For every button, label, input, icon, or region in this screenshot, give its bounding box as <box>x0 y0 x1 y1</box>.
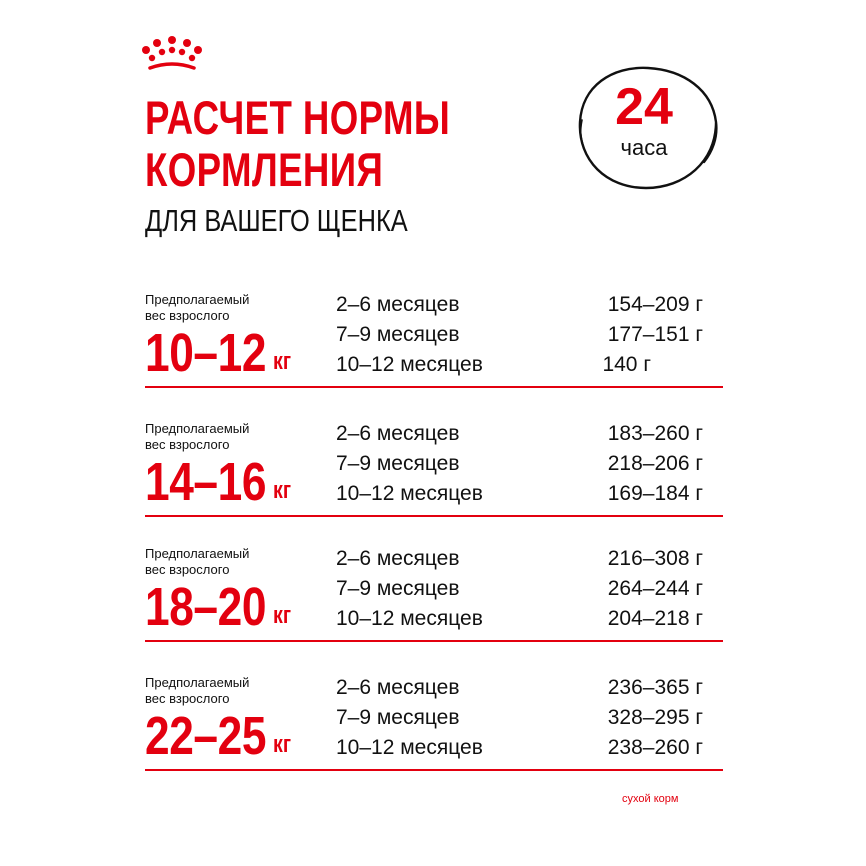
divider <box>145 640 723 642</box>
age-range: 7–9 месяцев <box>336 323 460 346</box>
feeding-row <box>336 419 703 449</box>
badge-number: 24 <box>615 78 673 136</box>
label-line-1: Предполагаемый <box>145 292 250 307</box>
weight-range <box>145 577 293 637</box>
weight-unit: кг <box>273 348 292 375</box>
feeding-rows <box>336 419 703 509</box>
crown-icon <box>140 36 204 74</box>
label-line-2: вес взрослого <box>145 308 230 323</box>
label-line-2: вес взрослого <box>145 437 230 452</box>
feeding-row <box>336 350 703 380</box>
label-line-2: вес взрослого <box>145 691 230 706</box>
weight-range <box>145 706 293 766</box>
feeding-row <box>336 544 703 574</box>
hours-badge <box>566 60 722 194</box>
food-amount: 216–308 г <box>607 547 703 570</box>
estimated-weight-label <box>145 546 249 578</box>
weight-range <box>145 323 293 383</box>
age-range: 2–6 месяцев <box>336 293 460 316</box>
age-range: 10–12 месяцев <box>336 482 483 505</box>
food-amount: 204–218 г <box>607 607 703 630</box>
food-amount: 236–365 г <box>607 676 703 699</box>
age-range: 2–6 месяцев <box>336 547 460 570</box>
divider <box>145 769 723 771</box>
feeding-rows <box>336 673 703 763</box>
weight-range-value: 22–25 <box>145 706 267 766</box>
weight-group <box>145 675 723 771</box>
age-range: 10–12 месяцев <box>336 353 483 376</box>
food-amount: 154–209 г <box>607 293 703 316</box>
food-amount: 169–184 г <box>607 482 703 505</box>
divider <box>145 515 723 517</box>
age-range: 7–9 месяцев <box>336 577 460 600</box>
title-line-1: РАСЧЕТ НОРМЫ <box>145 91 451 144</box>
page-title <box>145 92 450 196</box>
feeding-row <box>336 320 703 350</box>
label-line-1: Предполагаемый <box>145 421 250 436</box>
label-line-1: Предполагаемый <box>145 546 250 561</box>
feeding-row <box>336 449 703 479</box>
age-range: 2–6 месяцев <box>336 676 460 699</box>
feeding-row <box>336 604 703 634</box>
badge-unit: часа <box>620 135 668 160</box>
food-amount: 177–151 г <box>607 323 703 346</box>
age-range: 7–9 месяцев <box>336 706 460 729</box>
weight-range-value: 10–12 <box>145 323 267 383</box>
food-amount: 264–244 г <box>607 577 703 600</box>
estimated-weight-label <box>145 675 249 707</box>
estimated-weight-label <box>145 292 249 324</box>
weight-range <box>145 452 293 512</box>
food-amount: 183–260 г <box>607 422 703 445</box>
label-line-1: Предполагаемый <box>145 675 250 690</box>
feeding-row <box>336 479 703 509</box>
weight-range-value: 18–20 <box>145 577 267 637</box>
weight-range-value: 14–16 <box>145 452 267 512</box>
weight-group <box>145 546 723 642</box>
feeding-row <box>336 290 703 320</box>
feeding-rows <box>336 290 703 380</box>
feeding-rows <box>336 544 703 634</box>
food-amount: 328–295 г <box>607 706 703 729</box>
age-range: 10–12 месяцев <box>336 736 483 759</box>
weight-unit: кг <box>273 477 292 504</box>
food-amount: 140 г <box>602 353 651 376</box>
weight-unit: кг <box>273 602 292 629</box>
label-line-2: вес взрослого <box>145 562 230 577</box>
weight-group <box>145 421 723 517</box>
feeding-row <box>336 673 703 703</box>
divider <box>145 386 723 388</box>
weight-unit: кг <box>273 731 292 758</box>
feeding-row <box>336 703 703 733</box>
feeding-row <box>336 574 703 604</box>
age-range: 10–12 месяцев <box>336 607 483 630</box>
food-amount: 218–206 г <box>607 452 703 475</box>
feeding-row <box>336 733 703 763</box>
footnote: сухой корм <box>622 793 679 805</box>
age-range: 7–9 месяцев <box>336 452 460 475</box>
title-line-2: КОРМЛЕНИЯ <box>145 143 384 196</box>
page-subtitle: ДЛЯ ВАШЕГО ЩЕНКА <box>145 203 408 238</box>
weight-group <box>145 292 723 388</box>
estimated-weight-label <box>145 421 249 453</box>
age-range: 2–6 месяцев <box>336 422 460 445</box>
food-amount: 238–260 г <box>607 736 703 759</box>
